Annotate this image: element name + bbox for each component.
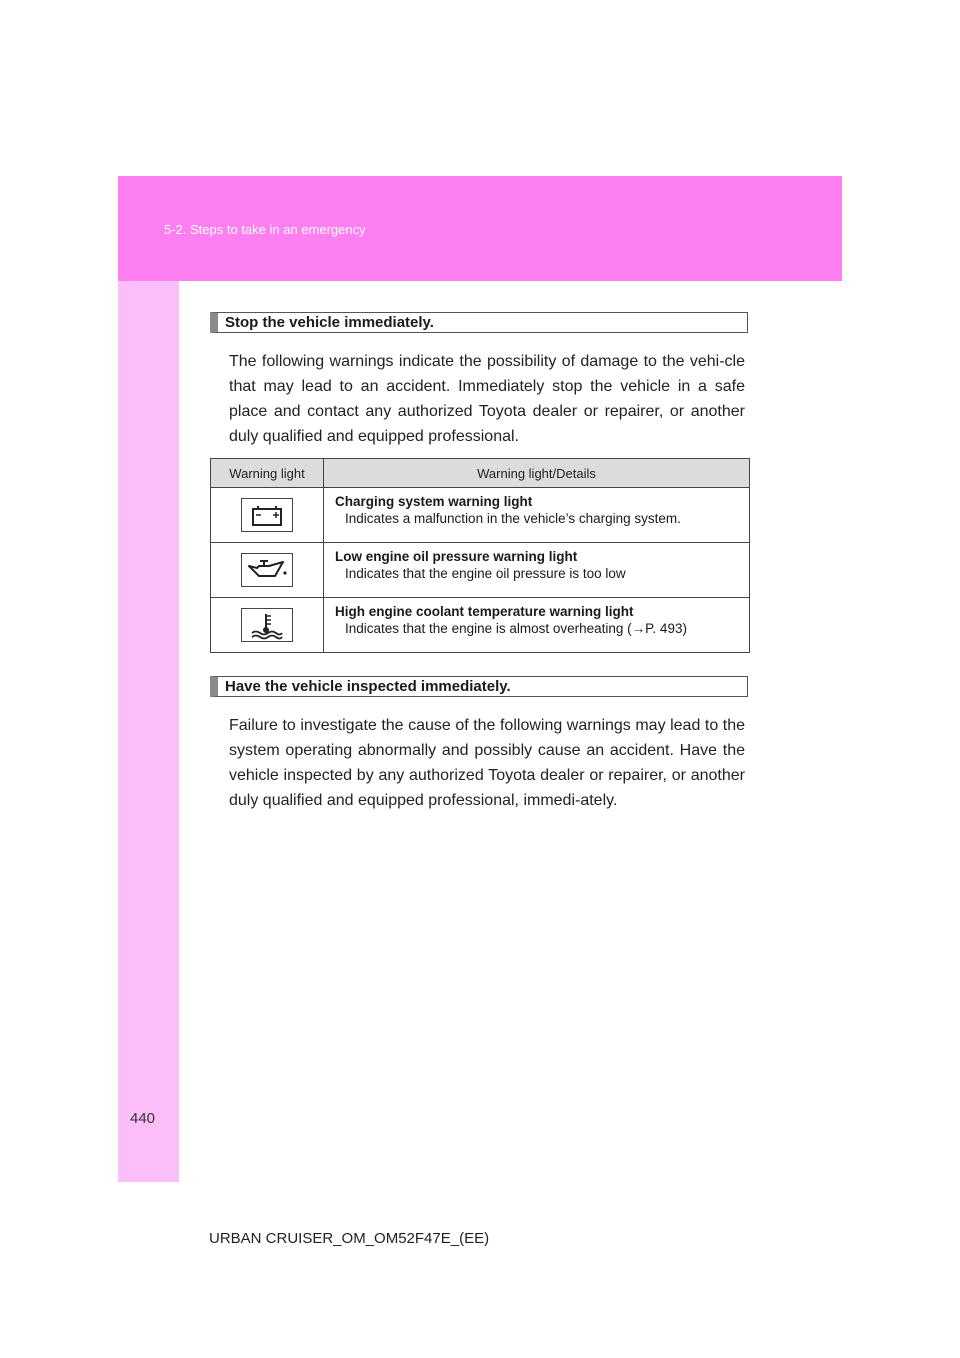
warning-title: Charging system warning light xyxy=(335,494,533,509)
side-band xyxy=(118,281,179,1182)
table-row xyxy=(211,598,750,653)
heading-inspect-vehicle: Have the vehicle inspected immediately. xyxy=(210,676,748,697)
table-header-row xyxy=(211,459,750,488)
paragraph-stop-vehicle: The following warnings indicate the possibility of damage to the vehi-cle that may lead to an accident. Immediately stop the vehicle in a safe place and contact any authorized Toyota dealer or repairer, or another duly qualified and equipped professional. xyxy=(229,353,745,445)
warning-light-table xyxy=(210,458,750,653)
table-row xyxy=(211,543,750,598)
warning-description: Indicates that the engine is almost overheating (→P. 493) xyxy=(345,621,687,636)
warning-description: Indicates a malfunction in the vehicle’s charging system. xyxy=(345,511,681,526)
battery-icon xyxy=(241,498,293,532)
warning-title: Low engine oil pressure warning light xyxy=(335,549,578,564)
coolant-temperature-icon xyxy=(241,608,293,642)
column-header-details: Warning light/Details xyxy=(324,459,750,488)
footer-document-id: URBAN CRUISER_OM_OM52F47E_(EE) xyxy=(209,1230,490,1247)
warning-description: Indicates that the engine oil pressure is too low xyxy=(345,566,626,581)
section-label: 5-2. Steps to take in an emergency xyxy=(164,222,366,237)
table-row xyxy=(211,488,750,543)
column-header-warning-light: Warning light xyxy=(211,459,324,488)
oil-can-icon xyxy=(241,553,293,587)
paragraph-inspect-vehicle: Failure to investigate the cause of the following warnings may lead to the system operating abnormally and possibly cause an accident. Have the vehicle inspected by any authorized Toyota dealer or repairer, or another duly qualified and equipped professional, immedi-ately. xyxy=(229,717,745,809)
warning-title: High engine coolant temperature warning light xyxy=(335,604,634,619)
page-number: 440 xyxy=(130,1110,156,1127)
heading-stop-vehicle: Stop the vehicle immediately. xyxy=(210,312,748,333)
